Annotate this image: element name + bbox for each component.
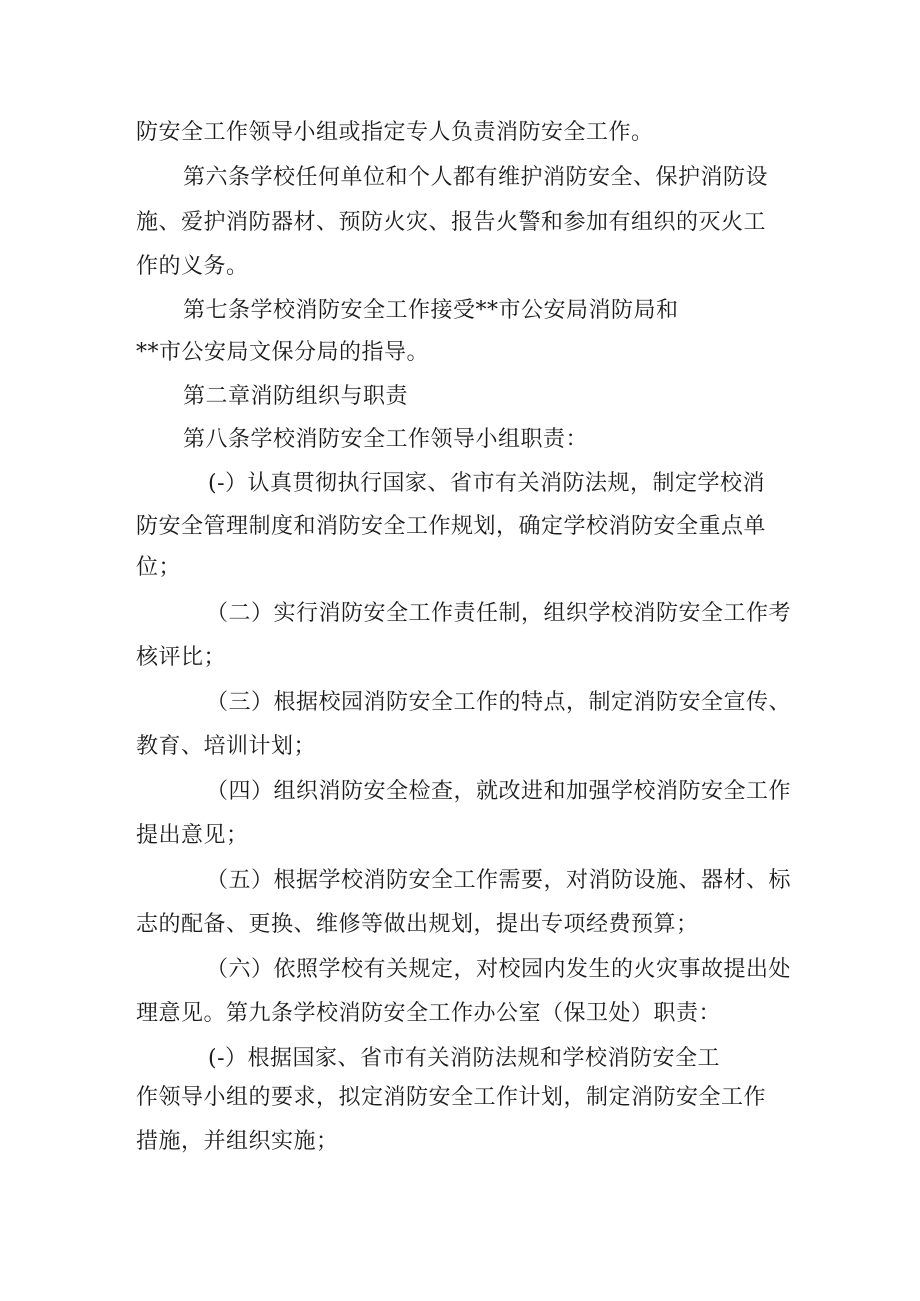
- text-line: 教育、培训计划；: [136, 734, 317, 759]
- text-line: 作的义务。: [136, 254, 249, 279]
- text-line: 核评比；: [136, 645, 227, 670]
- text-line: 位；: [136, 555, 182, 580]
- text-line: （二）实行消防安全工作责任制，组织学校消防安全工作考: [206, 601, 792, 626]
- text-line: **市公安局文保分局的指导。: [136, 340, 430, 365]
- text-line: （六）依照学校有关规定，对校园内发生的火灾事故提出处: [206, 957, 792, 982]
- text-line: 措施，并组织实施；: [136, 1129, 339, 1154]
- text-line: （五）根据学校消防安全工作需要，对消防设施、器材、标: [206, 868, 792, 893]
- text-line: 第七条学校消防安全工作接受**市公安局消防局和: [183, 298, 679, 323]
- text-line: 作领导小组的要求，拟定消防安全工作计划，制定消防安全工作: [136, 1085, 767, 1110]
- text-line: (-）根据国家、省市有关消防法规和学校消防安全工: [208, 1046, 721, 1071]
- text-line: 第八条学校消防安全工作领导小组职责：: [183, 427, 589, 452]
- text-line: 施、爱护消防器材、预防火灾、报告火警和参加有组织的灭火工: [136, 210, 767, 235]
- text-line: (-）认真贯彻执行国家、省市有关消防法规，制定学校消: [208, 471, 766, 496]
- text-line: （四）组织消防安全检查，就改进和加强学校消防安全工作: [206, 779, 792, 804]
- text-line: 防安全工作领导小组或指定专人负责消防安全工作。: [136, 120, 654, 145]
- text-line: 提出意见；: [136, 823, 249, 848]
- text-line: （三）根据校园消防安全工作的特点，制定消防安全宣传、: [206, 690, 792, 715]
- text-line: 防安全管理制度和消防安全工作规划，确定学校消防安全重点单: [136, 514, 767, 539]
- text-line: 第六条学校任何单位和个人都有维护消防安全、保护消防设: [183, 165, 769, 190]
- section-heading: 第二章消防组织与职责: [183, 384, 409, 409]
- text-line: 理意见。第九条学校消防安全工作办公室（保卫处）职责：: [136, 1001, 722, 1026]
- text-line: 志的配备、更换、维修等做出规划，提出专项经费预算；: [136, 912, 699, 937]
